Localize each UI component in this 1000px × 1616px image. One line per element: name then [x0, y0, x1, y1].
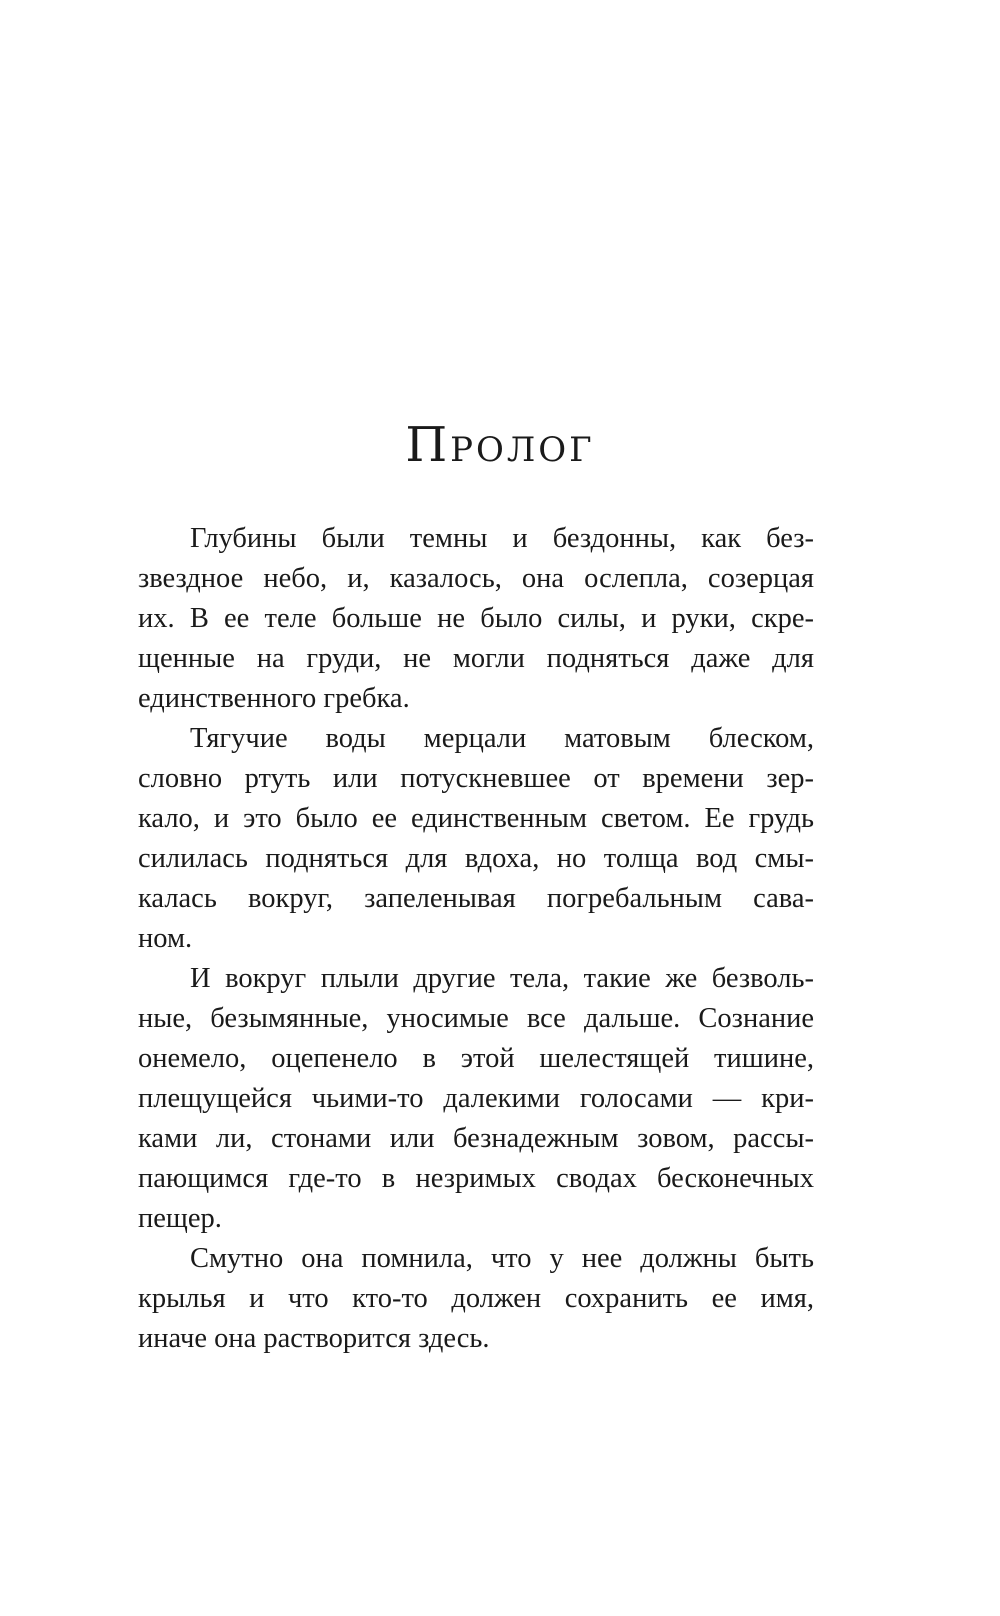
text-line: ном. — [138, 923, 193, 954]
text-line: кало, и это было ее единственным светом. Ее грудь — [138, 803, 814, 834]
text-line: И вокруг плыли другие тела, такие же безволь- — [190, 963, 814, 994]
text-line: Глубины были темны и бездонны, как без- — [190, 523, 814, 554]
text-line: щенные на груди, не могли подняться даже для — [138, 643, 814, 674]
text-line: Тягучие воды мерцали матовым блеском, — [190, 723, 814, 754]
text-line: Смутно она помнила, что у нее должны быть — [190, 1243, 814, 1274]
text-line: ные, безымянные, уносимые все дальше. Сознание — [138, 1003, 814, 1034]
text-line: плещущейся чьими-то далекими голосами — кри- — [138, 1083, 814, 1114]
text-line: иначе она растворится здесь. — [138, 1323, 490, 1354]
text-line: пающимся где-то в незримых сводах бесконечных — [138, 1163, 814, 1194]
text-line: пещер. — [138, 1203, 222, 1234]
text-line: их. В ее теле больше не было силы, и руки, скре- — [138, 603, 814, 634]
text-line: звездное небо, и, казалось, она ослепла, созерцая — [138, 563, 814, 594]
text-line: ками ли, стонами или безнадежным зовом, рассы- — [138, 1123, 814, 1154]
text-line: крылья и что кто-то должен сохранить ее имя, — [138, 1283, 814, 1314]
text-line: словно ртуть или потускневшее от времени зер- — [138, 763, 814, 794]
chapter-title: Пролог — [405, 417, 595, 473]
prologue-text — [138, 519, 814, 1359]
text-line: калась вокруг, запеленывая погребальным сава- — [138, 883, 814, 914]
text-line: единственного гребка. — [138, 683, 410, 714]
text-line: силилась подняться для вдоха, но толща вод смы- — [138, 843, 814, 874]
text-line: онемело, оцепенело в этой шелестящей тишине, — [138, 1043, 814, 1074]
